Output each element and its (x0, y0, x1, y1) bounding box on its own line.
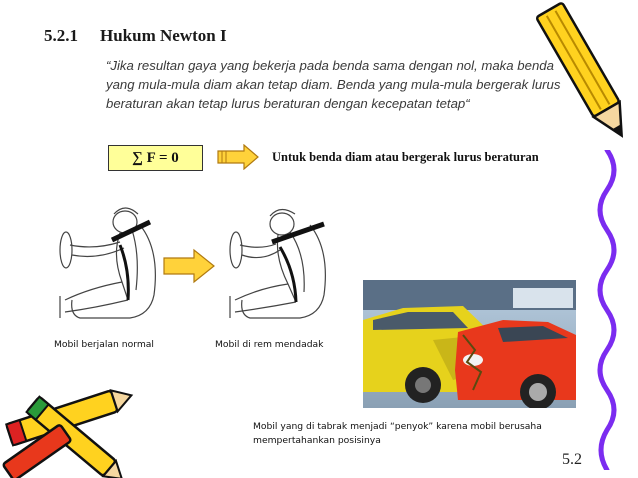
caption-crash-line1: Mobil yang di tabrak menjadi “penyok” karena mobil berusaha (253, 421, 542, 432)
driver-normal-illustration (50, 200, 162, 325)
pencil-icon (535, 0, 635, 150)
newton-law-quote: “Jika resultan gaya yang bekerja pada benda sama dengan nol, maka benda yang mula-mula diam akan tetap diam. Benda yang mula-mula bergerak lurus beraturan akan tetap lurus beraturan dengan kecepatan tetap“ (106, 58, 561, 111)
page-number: 5.2 (562, 451, 582, 468)
caption-normal: Mobil berjalan normal (54, 339, 154, 350)
caption-brake: Mobil di rem mendadak (215, 339, 324, 350)
driver-brake-illustration (220, 200, 332, 325)
condition-text: Untuk benda diam atau bergerak lurus beraturan (272, 150, 539, 164)
section-heading (44, 26, 227, 46)
formula-box: ∑ F = 0 (108, 145, 203, 171)
arrow-right-icon (162, 248, 216, 284)
car-crash-photo (363, 280, 576, 408)
wavy-border-icon (585, 150, 625, 470)
pencil-icon (0, 378, 140, 478)
arrow-right-icon (216, 144, 260, 170)
section-title: Hukum Newton I (100, 26, 227, 45)
section-number: 5.2.1 (44, 26, 78, 45)
caption-crash-line2: mempertahankan posisinya (253, 435, 381, 446)
